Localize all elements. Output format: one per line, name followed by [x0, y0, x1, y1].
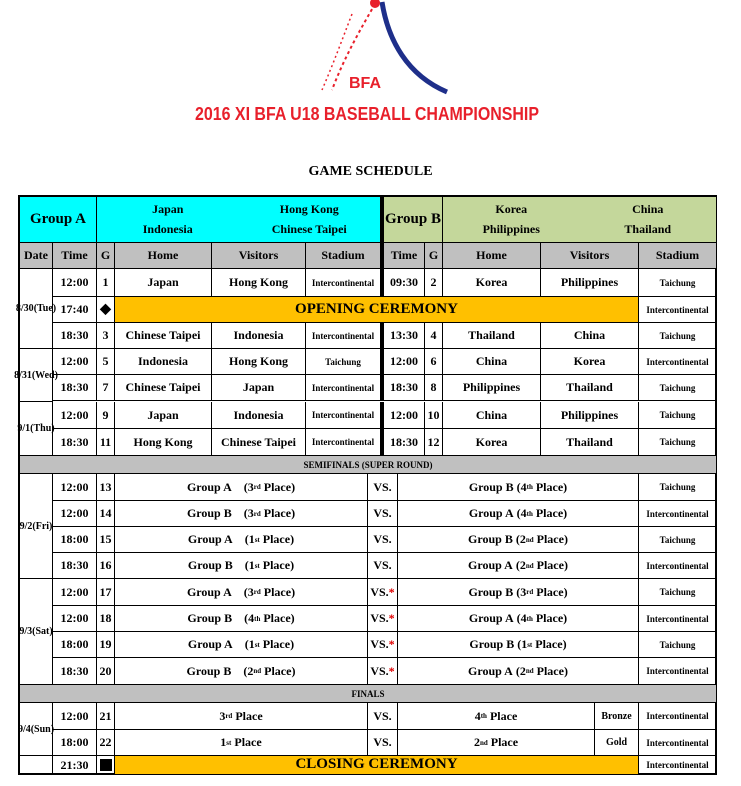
- home-slot: Group B ( 2 nd Place ): [115, 658, 368, 685]
- game-time: 12:00: [53, 474, 97, 501]
- group-b-label: Group B: [381, 197, 443, 243]
- visitor-slot: Group A ( 4 th Place ): [398, 501, 639, 527]
- versus-label: VS.: [368, 730, 398, 756]
- visitor-team: Korea: [541, 349, 639, 375]
- semifinals-heading: SEMIFINALS (SUPER ROUND): [20, 456, 717, 474]
- group-name: Group A: [468, 558, 513, 572]
- group-name: Group B: [468, 479, 514, 494]
- day-weekday: (Sun): [30, 723, 55, 735]
- game-time: 18:30: [53, 553, 97, 579]
- group-name: Group A: [186, 584, 232, 599]
- rank-number: 1: [521, 637, 528, 651]
- game-time: 09:30: [381, 269, 425, 297]
- visitor-team: Indonesia: [212, 402, 306, 429]
- team-name: Korea: [495, 201, 528, 216]
- game-number: 22: [97, 730, 115, 756]
- day-date: 9/1: [17, 423, 31, 434]
- stadium: Taichung: [639, 474, 717, 501]
- home-slot: 3 rd Place: [115, 703, 368, 730]
- medal-label: Gold: [595, 730, 639, 756]
- page-title: GAME SCHEDULE: [308, 164, 433, 179]
- group-name: Group B: [468, 584, 514, 599]
- rank-number: 2: [519, 558, 526, 572]
- place-word: Place: [490, 735, 519, 749]
- place-word: Place: [263, 506, 292, 520]
- game-number: 12: [425, 429, 443, 456]
- game-time: 18:00: [53, 632, 97, 658]
- stadium: Intercontinental: [639, 501, 717, 527]
- stadium: Taichung: [639, 323, 717, 349]
- day-weekday: (Wed): [31, 369, 58, 381]
- team-name: Indonesia: [142, 222, 193, 237]
- game-number: 1: [97, 269, 115, 297]
- group-name: Group A: [186, 479, 232, 494]
- group-name: Group A: [468, 506, 514, 520]
- visitor-slot: Group B ( 3 rd Place ): [398, 579, 639, 606]
- vs-text: VS.: [373, 506, 392, 520]
- home-slot: Group A ( 1 st Place ): [115, 527, 368, 553]
- home-slot: Group B ( 1 st Place ): [115, 553, 368, 579]
- game-time: 18:30: [53, 658, 97, 685]
- stadium: Taichung: [639, 527, 717, 553]
- team-name: Hong Kong: [279, 201, 339, 216]
- game-number: 4: [425, 323, 443, 349]
- stadium: Intercontinental: [639, 349, 717, 375]
- game-time: 12:00: [53, 703, 97, 730]
- place-word: Place: [263, 479, 292, 494]
- visitor-slot: 4 th Place: [398, 703, 595, 730]
- stadium: Intercontinental: [306, 269, 381, 297]
- visitor-team: Thailand: [541, 375, 639, 401]
- header-g-b: G: [425, 243, 443, 269]
- game-number: 6: [425, 349, 443, 375]
- stadium: Taichung: [639, 375, 717, 401]
- game-number: 21: [97, 703, 115, 730]
- header-date: Date: [20, 243, 53, 269]
- stadium: Intercontinental: [306, 402, 381, 429]
- stadium: Taichung: [639, 579, 717, 606]
- group-a-teams: [97, 197, 381, 243]
- versus-label: [368, 632, 398, 658]
- rank-number: 4: [520, 611, 527, 625]
- game-number: 19: [97, 632, 115, 658]
- visitor-team: Hong Kong: [212, 349, 306, 375]
- game-number: 10: [425, 402, 443, 429]
- visitor-slot: Group A ( 4 th Place ): [398, 606, 639, 632]
- versus-label: [368, 606, 398, 632]
- visitor-team: Indonesia: [212, 323, 306, 349]
- stadium: Intercontinental: [639, 658, 717, 685]
- place-word: Place: [535, 479, 564, 494]
- rank-number: 1: [248, 532, 255, 546]
- group-name: Group A: [468, 663, 513, 678]
- versus-label: VS.: [368, 703, 398, 730]
- place-word: Place: [535, 506, 564, 520]
- stadium: Taichung: [639, 632, 717, 658]
- visitor-slot: 2 nd Place: [398, 730, 595, 756]
- game-time: 18:30: [53, 429, 97, 456]
- home-team: Japan: [115, 269, 212, 297]
- versus-label: [368, 501, 398, 527]
- closing-date-cell: [20, 756, 53, 775]
- place-word: Place: [262, 532, 291, 546]
- team-name: Japan: [152, 201, 184, 216]
- stadium: Intercontinental: [639, 553, 717, 579]
- day-date: 8/31: [14, 369, 32, 381]
- game-number: 17: [97, 579, 115, 606]
- home-team: Chinese Taipei: [115, 375, 212, 401]
- vs-text: VS.: [370, 663, 389, 678]
- place-word: Place: [535, 611, 564, 625]
- place-word: Place: [262, 558, 291, 572]
- rank-number: 3: [247, 506, 254, 520]
- group-name: Group B: [187, 558, 233, 572]
- asterisk: *: [388, 611, 395, 625]
- game-number: 16: [97, 553, 115, 579]
- game-number: 9: [97, 402, 115, 429]
- stadium: Intercontinental: [639, 730, 717, 756]
- home-team: China: [443, 402, 541, 429]
- place-word: Place: [264, 663, 292, 678]
- visitor-team: China: [541, 323, 639, 349]
- day-weekday: (Sat): [32, 626, 53, 637]
- game-time: 18:30: [53, 323, 97, 349]
- game-time: 12:00: [53, 349, 97, 375]
- header-visitors-b: Visitors: [541, 243, 639, 269]
- rank-number: 4: [520, 506, 527, 520]
- home-slot: Group A ( 1 st Place ): [115, 632, 368, 658]
- group-name: Group B: [469, 637, 515, 651]
- group-name: Group A: [187, 637, 233, 651]
- vs-text: VS.: [373, 479, 392, 494]
- group-name: Group B: [187, 611, 233, 625]
- home-team: Hong Kong: [115, 429, 212, 456]
- game-number: 2: [425, 269, 443, 297]
- home-team: Korea: [443, 269, 541, 297]
- visitor-slot: Group B ( 4 th Place ): [398, 474, 639, 501]
- header-time: Time: [53, 243, 97, 269]
- place-word: Place: [535, 637, 563, 651]
- visitor-team: Hong Kong: [212, 269, 306, 297]
- opening-time: 17:40: [53, 297, 97, 323]
- game-number: 20: [97, 658, 115, 685]
- header-g: G: [97, 243, 115, 269]
- team-name: Chinese Taipei: [271, 222, 347, 237]
- versus-label: [368, 474, 398, 501]
- square-icon: [97, 756, 115, 775]
- asterisk: *: [388, 663, 395, 678]
- place-word: Place: [536, 663, 564, 678]
- home-team: Indonesia: [115, 349, 212, 375]
- rank-number: 2: [247, 663, 254, 678]
- rank-number: 2: [519, 532, 526, 546]
- stadium: Taichung: [639, 429, 717, 456]
- logo-mark-text: BFA: [349, 75, 381, 92]
- header-stadium: Stadium: [306, 243, 381, 269]
- game-number: 15: [97, 527, 115, 553]
- game-time: 18:30: [53, 375, 97, 401]
- closing-time: 21:30: [53, 756, 97, 775]
- game-time: 12:00: [53, 579, 97, 606]
- vs-text: VS.: [373, 532, 392, 546]
- game-time: 13:30: [381, 323, 425, 349]
- stadium: Taichung: [306, 349, 381, 375]
- header-home: Home: [115, 243, 212, 269]
- home-slot: 1 st Place: [115, 730, 368, 756]
- home-slot: Group B ( 4 th Place ): [115, 606, 368, 632]
- team-name: China: [632, 201, 664, 216]
- header-time-b: Time: [381, 243, 425, 269]
- day-date: 9/2: [19, 520, 33, 532]
- game-time: 12:00: [53, 606, 97, 632]
- visitor-team: Thailand: [541, 429, 639, 456]
- stadium: Intercontinental: [639, 756, 717, 775]
- day-weekday: (Fri): [32, 520, 53, 532]
- stadium: Intercontinental: [639, 606, 717, 632]
- visitor-team: Philippines: [541, 402, 639, 429]
- day-date: 8/30: [15, 303, 34, 314]
- rank-number: 3: [247, 584, 254, 599]
- group-name: Group B: [186, 663, 232, 678]
- versus-label: [368, 658, 398, 685]
- game-time: 12:00: [381, 349, 425, 375]
- game-time: 18:00: [53, 730, 97, 756]
- day-label: [14, 349, 58, 402]
- place-word: Place: [536, 532, 564, 546]
- group-b-teams: [443, 197, 717, 243]
- visitor-slot: Group A ( 2 nd Place ): [398, 553, 639, 579]
- rank-number: 3: [247, 479, 254, 494]
- place-word: Place: [263, 611, 291, 625]
- group-name: Group A: [187, 532, 233, 546]
- game-number: 14: [97, 501, 115, 527]
- header-stadium-b: Stadium: [639, 243, 717, 269]
- rank-number: 1: [220, 735, 227, 749]
- rank-number: 4: [474, 708, 481, 723]
- day-date: 9/4: [17, 723, 31, 735]
- game-number: 7: [97, 375, 115, 401]
- game-time: 12:00: [53, 402, 97, 429]
- schedule-table: [14, 195, 717, 775]
- group-name: Group A: [468, 611, 514, 625]
- game-number: 5: [97, 349, 115, 375]
- game-number: 8: [425, 375, 443, 401]
- game-time: 18:30: [381, 375, 425, 401]
- day-weekday: (Thu): [30, 423, 55, 434]
- stadium: Intercontinental: [639, 297, 717, 323]
- home-team: Thailand: [443, 323, 541, 349]
- day-label: [20, 474, 53, 579]
- place-word: Place: [262, 637, 291, 651]
- home-slot: Group A ( 3 rd Place ): [115, 579, 368, 606]
- rank-number: 2: [473, 735, 480, 749]
- rank-number: 3: [520, 584, 527, 599]
- day-label: [17, 703, 55, 756]
- stadium: Intercontinental: [306, 429, 381, 456]
- stadium: Taichung: [639, 269, 717, 297]
- game-time: 12:00: [381, 402, 425, 429]
- visitor-slot: Group B ( 2 nd Place ): [398, 527, 639, 553]
- game-time: 12:00: [53, 269, 97, 297]
- home-slot: Group A ( 3 rd Place ): [115, 474, 368, 501]
- asterisk: *: [388, 637, 395, 651]
- day-date: 9/3: [19, 626, 33, 637]
- header-home-b: Home: [443, 243, 541, 269]
- group-name: Group B: [468, 532, 513, 546]
- logo-banner: 2016 XI BFA U18 BASEBALL CHAMPIONSHIP: [195, 104, 539, 124]
- versus-label: [368, 553, 398, 579]
- home-team: Philippines: [443, 375, 541, 401]
- stadium: Intercontinental: [306, 323, 381, 349]
- rank-number: 4: [520, 479, 527, 494]
- vs-text: VS.: [370, 584, 389, 599]
- home-team: Korea: [443, 429, 541, 456]
- visitor-slot: Group A ( 2 nd Place ): [398, 658, 639, 685]
- home-team: China: [443, 349, 541, 375]
- vs-text: VS.: [370, 611, 389, 625]
- home-slot: Group B ( 3 rd Place ): [115, 501, 368, 527]
- rank-number: 1: [248, 558, 255, 572]
- visitor-team: Chinese Taipei: [212, 429, 306, 456]
- bfa-logo: [192, 0, 542, 125]
- place-word: Place: [489, 708, 518, 723]
- game-time: 18:00: [53, 527, 97, 553]
- visitor-slot: Group B ( 1 st Place ): [398, 632, 639, 658]
- finals-heading: FINALS: [20, 685, 717, 703]
- day-label: [15, 269, 57, 349]
- versus-label: [368, 527, 398, 553]
- visitor-team: Philippines: [541, 269, 639, 297]
- versus-label: [368, 579, 398, 606]
- place-word: Place: [263, 584, 292, 599]
- header-visitors: Visitors: [212, 243, 306, 269]
- team-name: Thailand: [624, 222, 672, 237]
- vs-text: VS.: [370, 637, 389, 651]
- rank-number: 3: [219, 708, 226, 723]
- rank-number: 4: [248, 611, 255, 625]
- closing-ceremony-banner: CLOSING CEREMONY: [115, 756, 639, 775]
- place-word: Place: [234, 735, 262, 749]
- rank-number: 2: [519, 663, 526, 678]
- group-name: Group B: [186, 506, 232, 520]
- vs-text: VS.: [373, 558, 392, 572]
- day-label: [17, 402, 55, 456]
- place-word: Place: [536, 558, 564, 572]
- game-time: 12:00: [53, 501, 97, 527]
- rank-number: 1: [248, 637, 255, 651]
- game-number: 11: [97, 429, 115, 456]
- game-time: 18:30: [381, 429, 425, 456]
- opening-ceremony-banner: OPENING CEREMONY: [115, 297, 639, 323]
- game-number: 3: [97, 323, 115, 349]
- medal-label: Bronze: [595, 703, 639, 730]
- place-word: Place: [235, 708, 263, 723]
- day-weekday: (Tue): [33, 303, 57, 314]
- stadium: Taichung: [639, 402, 717, 429]
- game-number: 18: [97, 606, 115, 632]
- stadium: Intercontinental: [306, 375, 381, 401]
- group-a-label: Group A: [20, 197, 97, 243]
- home-team: Chinese Taipei: [115, 323, 212, 349]
- stadium: Intercontinental: [639, 703, 717, 730]
- asterisk: *: [388, 584, 395, 599]
- diamond-icon: ◆: [97, 297, 115, 323]
- home-team: Japan: [115, 402, 212, 429]
- day-label: [20, 579, 53, 685]
- visitor-team: Japan: [212, 375, 306, 401]
- place-word: Place: [536, 584, 564, 599]
- game-number: 13: [97, 474, 115, 501]
- team-name: Philippines: [482, 222, 540, 237]
